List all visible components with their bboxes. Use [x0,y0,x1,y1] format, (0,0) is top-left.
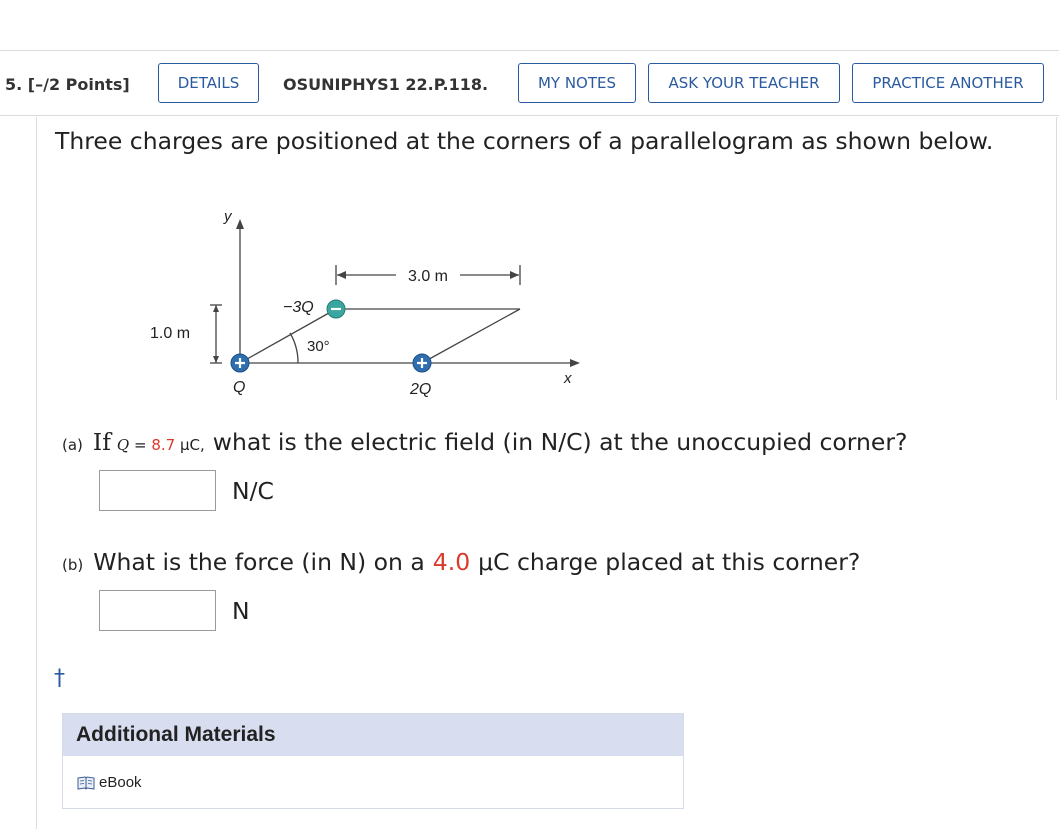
height-label: 1.0 m [150,325,191,342]
width-arrow-right [510,271,519,279]
part-a-unit: N/C [232,476,274,505]
ask-your-teacher-button[interactable]: ASK YOUR TEACHER [648,63,840,103]
y-axis-arrowhead [236,219,244,229]
part-a-answer-input[interactable] [99,470,216,511]
question-header [0,50,1059,116]
additional-materials-title: Additional Materials [63,714,683,756]
part-b-answer-input[interactable] [99,590,216,631]
height-arrow-down [213,356,219,363]
angle-arc [290,333,298,363]
variable-q: Q [116,436,130,454]
practice-another-button[interactable]: PRACTICE ANOTHER [852,63,1044,103]
part-b-unit: N [232,596,250,625]
question-id: OSUNIPHYS1 22.P.118. [283,75,489,94]
ebook-label: eBook [99,774,142,791]
x-axis-label: x [564,370,572,387]
charge-negative [327,300,345,318]
my-notes-button[interactable]: MY NOTES [518,63,636,103]
ebook-link[interactable] [77,774,142,791]
width-label: 3.0 m [407,268,449,285]
parallelogram-diagram [140,205,600,405]
part-b-label: (b) [62,556,84,574]
additional-materials-panel [62,713,684,809]
part-b-prompt: (b) What is the force (in N) on a 4.0 μC charge placed at this corner? [62,548,861,576]
points-label: [–/2 Points] [27,75,130,94]
dagger-mark: † [54,666,65,691]
left-divider [36,117,37,829]
details-button[interactable]: DETAILS [158,63,259,103]
height-arrow-up [213,305,219,312]
x-axis-arrowhead [570,359,580,367]
right-side [422,309,520,363]
part-a-answer-row [99,470,274,511]
charge-right-label: 2Q [410,381,432,398]
question-stem: Three charges are positioned at the corners of a parallelogram as shown below. [55,127,994,155]
part-b-answer-row [99,590,250,631]
book-icon [77,776,95,790]
part-a-label: (a) [62,436,83,454]
width-arrow-left [337,271,346,279]
charge-origin [231,354,249,372]
charge-origin-label: Q [233,379,246,396]
angle-label: 30° [307,338,330,355]
q-value: 8.7 [151,436,176,454]
charge-top-label: −3Q [283,299,314,316]
part-a-question-text: what is the electric field (in N/C) at the unoccupied corner? [212,428,908,456]
part-a-prompt: (a) If Q = 8.7 μC, what is the electric field (in N/C) at the unoccupied corner? [62,428,908,456]
question-number: 5. [–/2 Points] [5,75,130,94]
charge-value: 4.0 [432,548,471,576]
right-divider [1056,117,1057,400]
charge-2q [413,354,431,372]
y-axis-label: y [224,208,232,225]
